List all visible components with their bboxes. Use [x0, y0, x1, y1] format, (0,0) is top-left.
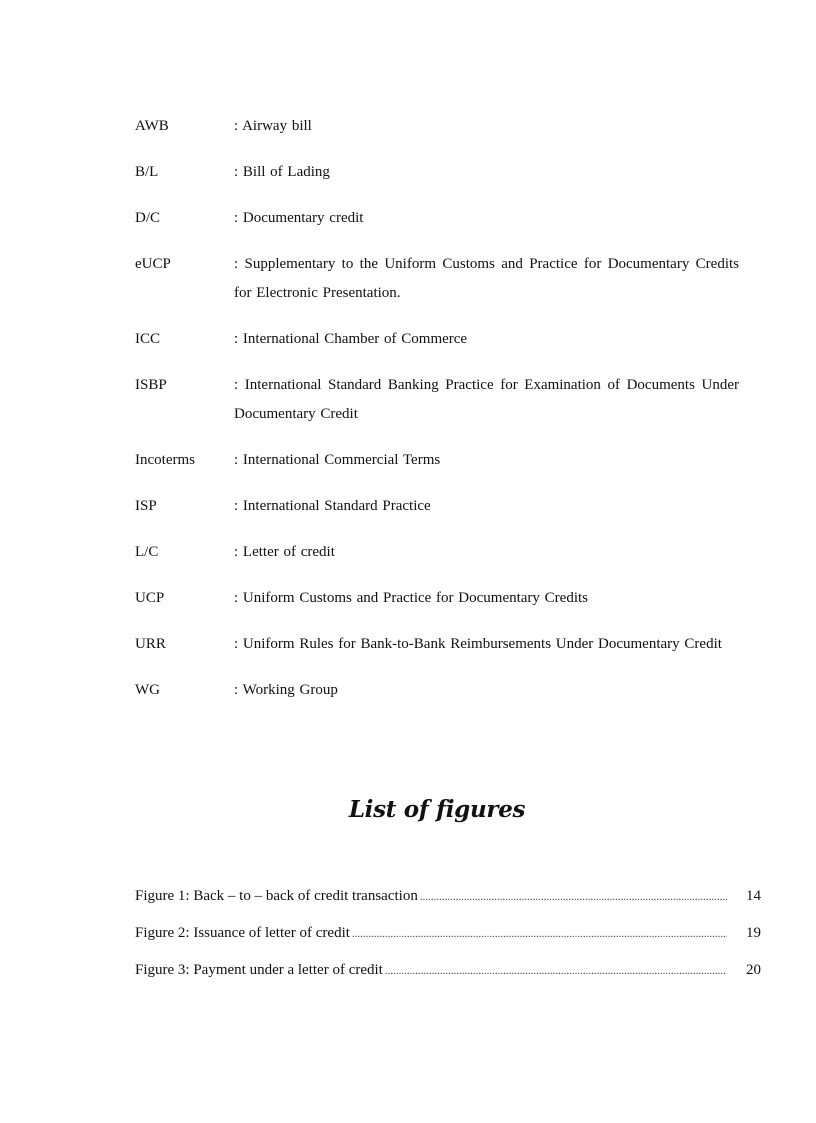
figure-entry-label: Figure 3: Payment under a letter of credit	[135, 962, 383, 978]
abbreviation-definition: : Uniform Rules for Bank-to-Bank Reimbursements Under Documentary Credit	[234, 636, 722, 652]
figure-entry-page: 19	[746, 925, 761, 941]
abbreviation-term: Incoterms	[135, 452, 195, 468]
abbreviation-term: WG	[135, 682, 160, 698]
abbreviation-term: UCP	[135, 590, 165, 606]
abbreviation-row	[135, 492, 739, 521]
abbreviation-definition: : Uniform Customs and Practice for Documentary Credits	[234, 590, 589, 606]
abbreviation-definition: : International Commercial Terms	[234, 452, 441, 468]
list-of-figures-heading: List of figures	[348, 796, 526, 823]
abbreviation-row	[135, 325, 739, 354]
abbreviation-row	[135, 250, 739, 308]
figure-entry-page: 20	[746, 962, 761, 978]
abbreviation-definition: : Working Group	[234, 682, 338, 698]
dot-leader	[420, 891, 727, 903]
dot-leader	[385, 965, 727, 977]
figure-entry-page: 14	[746, 888, 761, 904]
abbreviation-definition: : International Standard Practice	[234, 498, 431, 514]
abbreviations-list	[135, 112, 739, 722]
figure-entry-label: Figure 1: Back – to – back of credit transaction	[135, 888, 418, 904]
abbreviation-definition: : Supplementary to the Uniform Customs and Practice for Documentary Credits for Electronic Presentation.	[234, 256, 739, 301]
figures-list	[135, 888, 761, 999]
abbreviation-term: eUCP	[135, 256, 171, 272]
abbreviation-definition: : International Standard Banking Practice for Examination of Documents Under Documentary Credit	[234, 377, 739, 422]
abbreviation-row	[135, 676, 739, 705]
abbreviation-row	[135, 371, 739, 429]
abbreviation-term: ICC	[135, 331, 161, 347]
abbreviation-row	[135, 630, 739, 659]
abbreviation-row	[135, 112, 739, 141]
figure-entry-label: Figure 2: Issuance of letter of credit	[135, 925, 350, 941]
figure-entry[interactable]	[135, 888, 761, 925]
abbreviation-definition: : Documentary credit	[234, 210, 364, 226]
abbreviation-term: D/C	[135, 210, 161, 226]
abbreviation-term: AWB	[135, 118, 169, 134]
abbreviation-row	[135, 204, 739, 233]
abbreviation-term: B/L	[135, 164, 159, 180]
abbreviation-definition: : Letter of credit	[234, 544, 335, 560]
abbreviation-term: ISP	[135, 498, 157, 514]
abbreviation-term: L/C	[135, 544, 159, 560]
abbreviation-row	[135, 446, 739, 475]
figure-entry[interactable]	[135, 962, 761, 999]
abbreviation-definition: : Airway bill	[234, 118, 312, 134]
abbreviation-term: URR	[135, 636, 166, 652]
abbreviation-definition: : International Chamber of Commerce	[234, 331, 468, 347]
figure-entry[interactable]	[135, 925, 761, 962]
abbreviation-row	[135, 584, 739, 613]
abbreviation-term: ISBP	[135, 377, 167, 393]
abbreviation-row	[135, 538, 739, 567]
dot-leader	[352, 928, 727, 940]
abbreviation-row	[135, 158, 739, 187]
abbreviation-definition: : Bill of Lading	[234, 164, 330, 180]
